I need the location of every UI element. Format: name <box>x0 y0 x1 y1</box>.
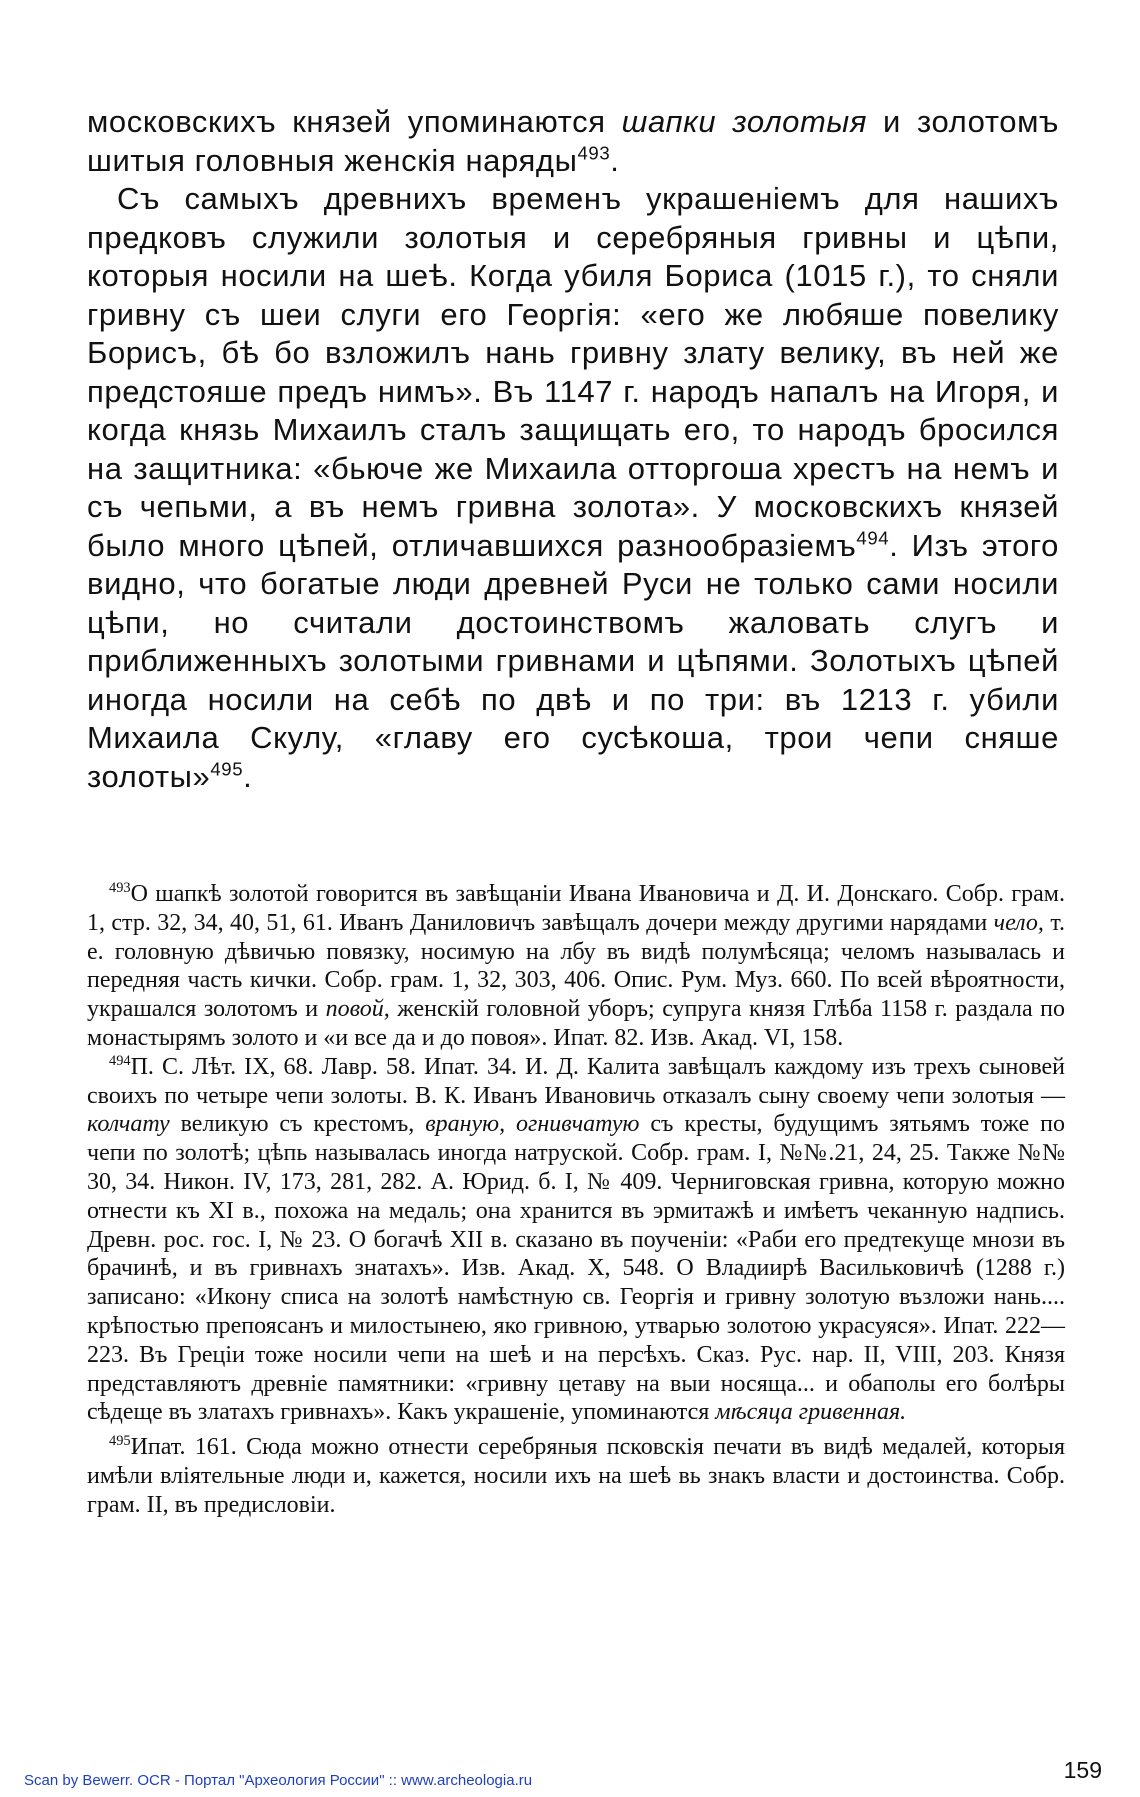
footnote-493 <box>87 880 1065 1053</box>
footnote-text: т. е. головную дѣвичью повязку, носимую на лбу въ видѣ полумѣсяца; челомъ называлась и передняя часть кички. Собр. грам. 1, 32, 303, 406. Опис. Рум. Муз. 660. По всей вѣроятности, украшался золотомъ и <box>87 909 1066 1023</box>
footnote-ref-493[interactable]: 493 <box>577 142 611 164</box>
page-number: 159 <box>1063 1757 1102 1783</box>
footnote-ref-494[interactable]: 494 <box>856 527 890 549</box>
text-run: . <box>610 142 620 178</box>
italic-term: шапки золотыя <box>621 104 867 139</box>
text-run: . Изъ этого видно, что богатые люди древней Руси не только сами носили цѣпи, но считали достоинствомъ жаловать слугъ и приближенныхъ золотыми гривнами и цѣпями. Золотыхъ цѣпей иногда носили на себѣ по двѣ и по три: въ 1213 г. убили Михаила Скулу, «главу его сусѣкоша, трои чепи сняше золоты» <box>87 527 1059 794</box>
paragraph-continued <box>87 103 1059 180</box>
footnote-text: П. С. Лѣт. IX, 68. Лавр. 58. Ипат. 34. И. Д. Калита завѣщалъ каждому изъ трехъ сыновей своихъ по четыре чепи золоты. В. К. Иванъ Ивановичь отказалъ сыну своему чепи золотыя — <box>87 1053 1065 1109</box>
italic-term: враную, огнивчатую <box>425 1111 640 1138</box>
footnote-ref-495[interactable]: 495 <box>210 758 244 780</box>
italic-term: повой, <box>325 996 390 1023</box>
italic-term: колчату <box>87 1111 170 1138</box>
footnote-495 <box>87 1433 1065 1519</box>
footnote-number: 494 <box>109 1052 131 1069</box>
footnote-text: женскій головной уборъ; супруга князя Глѣба 1158 г. раздала по монастырямъ золото и «и все да и до повоя». Ипат. 82. Изв. Акад. VI, 158. <box>87 996 1065 1051</box>
footnote-text: великую съ крестомъ, <box>169 1111 426 1138</box>
scan-credit-link[interactable]: Scan by Bewerr. OCR - Портал "Археология России" :: www.archeologia.ru <box>24 1772 533 1789</box>
footnotes <box>87 880 1065 1520</box>
footnote-number: 495 <box>109 1433 131 1450</box>
footnote-text: съ кресты, будущимъ зятьямъ тоже по чепи по золотѣ; цѣпь называлась иногда натруской. Собр. грам. I, №№.21, 24, 25. Также №№ 30, 34. Никон. IV, 173, 281, 282. А. Юрид. б. I, № 409. Черниговская гривна, которую можно отнести къ XI в., похожа на медаль; она хранится въ эрмитажѣ и имѣетъ чеканную надпись. Древн. рос. гос. I, № 23. О богачѣ XII в. сказано въ поученіи: «Раби его предтекуще мнози въ брачинѣ, и въ гривнахъ знатахъ». Изв. Акад. X, 548. О Владиирѣ Васильковичѣ (1288 г.) записано: «Икону списа на золотѣ намѣстную св. Георгія и гривну золотую възложи нань.... крѣпостью препоясанъ и милостынею, яко гривною, утварью золотою украсуяся». Ипат. 222—223. Въ Греціи тоже носили чепи на шеѣ и на персѣхъ. Сказ. Рус. нар. II, VIII, 203. Князя представляютъ древніе памятники: «гривну цетаву на выи носяща... и обаполы его болѣры сѣдеще въ златахъ гривнахъ». Какъ украшеніе, упоминаются <box>87 1111 1066 1426</box>
italic-term: мѣсяца гривенная. <box>715 1399 907 1426</box>
footnote-number: 493 <box>109 880 131 896</box>
footnote-text: О шапкѣ золотой говорится въ завѣщаніи Ивана Ивановича и Д. И. Донскаго. Собр. грам. 1, стр. 32, 34, 40, 51, 61. Иванъ Даниловичъ завѣщалъ дочери между другими нарядами <box>87 881 1065 936</box>
italic-term: чело, <box>993 909 1044 936</box>
footnote-494 <box>87 1053 1065 1427</box>
text-run: московскихъ князей упоминаются <box>87 104 622 139</box>
text-run: Съ самыхъ древнихъ временъ украшеніемъ для нашихъ предковъ служили золотыя и серебряныя гривны и цѣпи, которыя носили на шеѣ. Когда убиля Бориса (1015 г.), то сняли гривну съ шеи слуги его Георгія: «его же любяше повелику Борисъ, бѣ бо взложилъ нань гривну злату велику, въ ней же предстояше предъ нимъ». Въ 1147 г. народъ напалъ на Игоря, и когда князь Михаилъ сталъ защищать его, то народъ бросился на защитника: «бьюче же Михаила отторгоша хрестъ на немъ и съ чепьми, а въ немъ гривна золота». У московскихъ князей было много цѣпей, отличавшихся разнообразіемъ <box>87 181 1059 563</box>
footnote-text: Ипат. 161. Сюда можно отнести серебряныя псковскія печати въ видѣ медалей, которыя имѣли вліятельные люди и, кажется, носили ихъ на шеѣ вь знакъ власти и достоинства. Собр. грам. II, въ предисловіи. <box>87 1434 1065 1518</box>
main-text <box>87 103 1059 796</box>
text-run: . <box>243 758 253 794</box>
text-run: и золотомъ шитыя головныя женскія наряды <box>87 104 1060 178</box>
paragraph-main <box>87 180 1059 796</box>
